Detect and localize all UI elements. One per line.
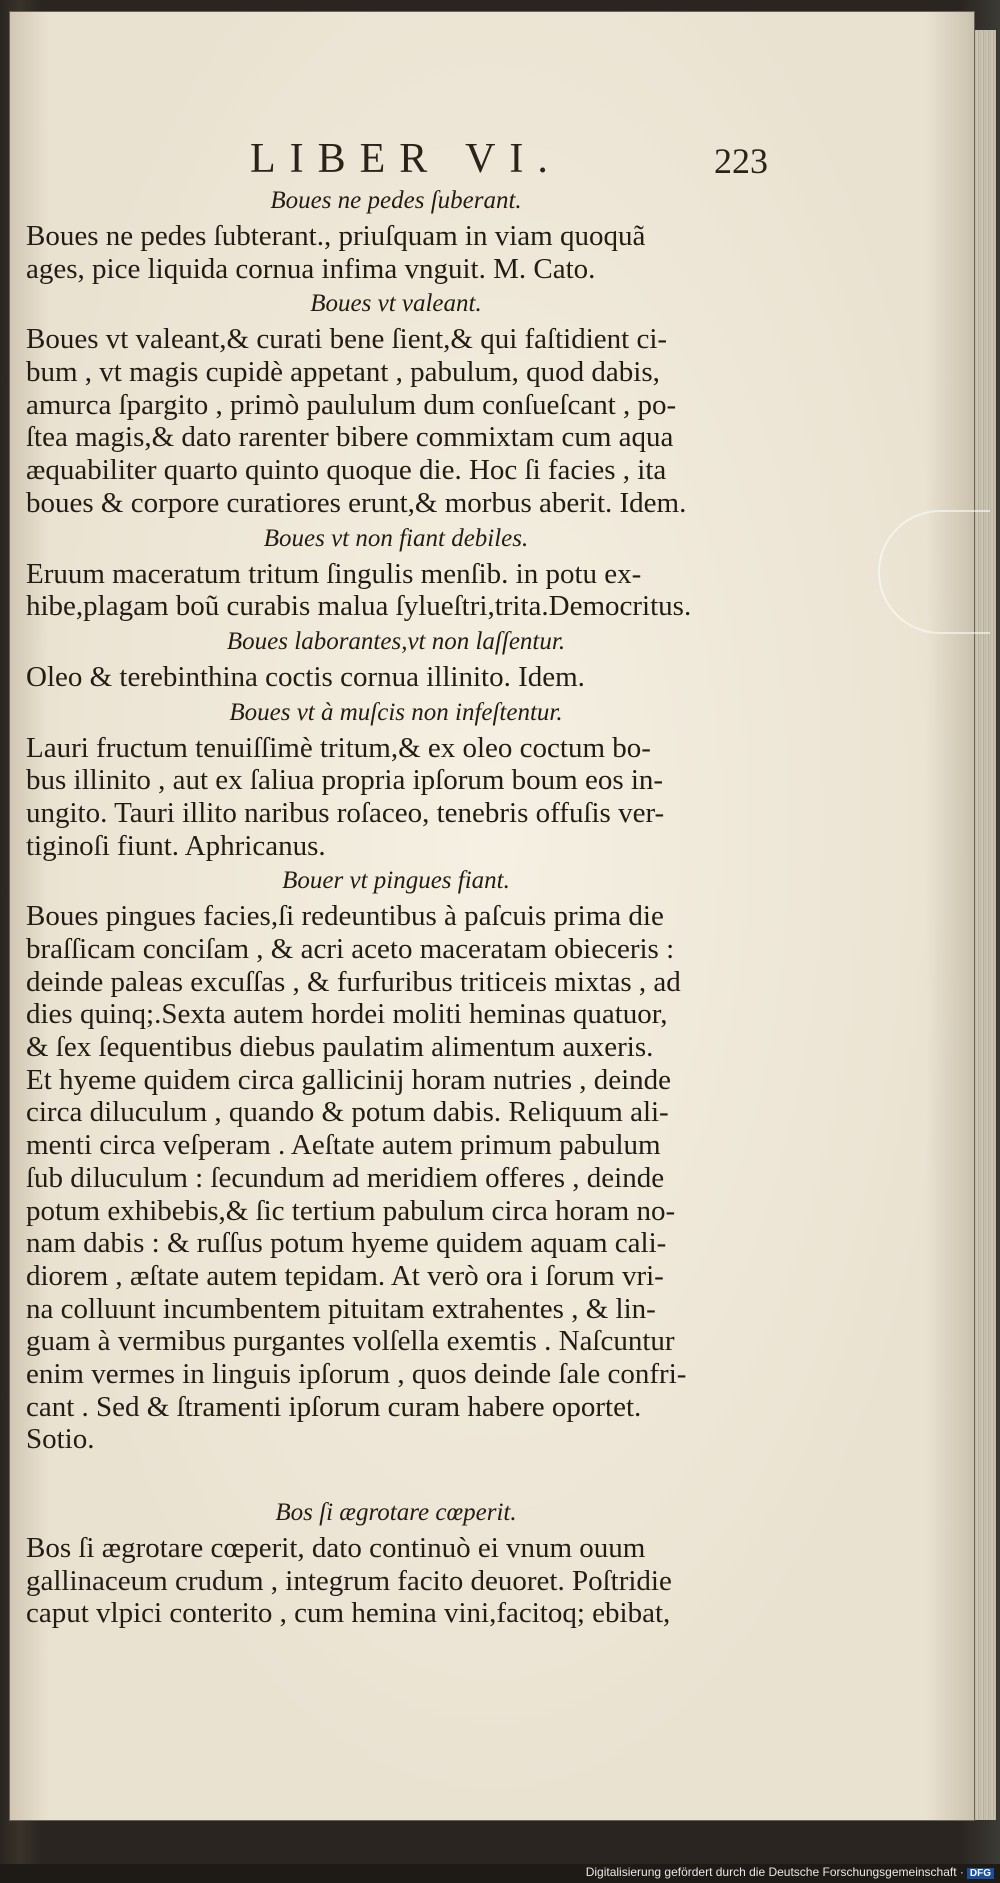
section-heading: Boues laborantes,vt non laſſentur. [226,627,566,655]
text-line: Boues ne pedes ſubterant., priuſquam in viam quoquã [26,220,646,252]
text-line: na colluunt incumbentem pituitam extrahentes , & lin- [26,1292,656,1325]
text-line: bum , vt magis cupidè appetant , pabulum, quod dabis, [26,356,660,389]
section-heading: Boues vt valeant. [310,290,482,318]
text-line: Boues vt valeant,& curati bene ſient,& qui faſtidient ci- [26,323,668,356]
text-line: diorem , æſtate autem tepidam. At verò ora i ſorum vri- [26,1259,664,1292]
section-heading: Boues vt à muſcis non infeſtentur. [229,698,563,726]
page-tab-outline [878,510,990,634]
text-line: bus illinito , aut ex ſaliua propria ipſorum boum eos in- [26,764,664,797]
text-line: braſſicam conciſam , & acri aceto maceratam obieceris : [26,933,675,965]
section [26,623,766,694]
page-number: 223 [714,141,768,181]
running-head: LIBER VI. [250,136,562,182]
text-line: Sotio. [26,1423,95,1456]
book-fore-edge [974,30,996,1820]
section [26,694,766,863]
section-heading: Bos ſi ægrotare cœperit. [275,1499,517,1526]
text-line: Lauri fructum tenuiſſimè tritum,& ex oleo coctum bo- [26,731,651,764]
text-line: caput vlpici conterito , cum hemina vini,facitoq; ebibat, [26,1597,671,1630]
text-line: guam à vermibus purgantes volſella exemtis . Naſcuntur [26,1325,675,1358]
text-line: æquabiliter quarto quinto quoque die. Hoc ſi facies , ita [26,454,667,487]
text-line: potum exhibebis,& ſic tertium pabulum circa horam no- [26,1194,676,1227]
section-heading: Bouer vt pingues fiant. [282,867,510,895]
text-line: amurca ſpargito , primò paululum dum conſueſcant , po- [26,388,677,421]
text-line: ſub diluculum : ſecundum ad meridiem offeres , deinde [26,1161,665,1194]
dfg-logo: DFG [967,1868,994,1879]
text-line: dies quinq;.Sexta autem hordei moliti heminas quatuor, [26,998,668,1031]
digitization-credit [586,1865,994,1879]
section [26,285,766,519]
text-line: cant . Sed & ſtramenti ipſorum curam habere oportet. [26,1390,642,1423]
text-line: circa diluculum , quando & potum dabis. Reliquum ali- [26,1096,669,1129]
text-line: Oleo & terebinthina coctis cornua illinito. Idem. [26,660,585,693]
text-line: Boues pingues facies,ſi redeuntibus à paſcuis prima die [26,900,664,933]
text-line: menti circa veſperam . Aeſtate autem primum pabulum [26,1129,661,1162]
text-line: gallinaceum crudum , integrum facito deuoret. Poſtridie [26,1564,672,1597]
text-line: deinde paleas excuſſas , & furfuribus triticeis mixtas , ad [26,965,681,998]
text-line: Bos ſi ægrotare cœperit, dato continuò ei vnum ouum [26,1532,646,1564]
text-line: Eruum maceratum tritum ſingulis menſib. in potu ex- [26,557,642,590]
section-heading: Boues vt non fiant debiles. [263,524,529,552]
section [26,862,766,1456]
section [26,1494,766,1630]
text-block [26,182,766,1630]
section [26,182,766,285]
text-line: enim vermes in linguis ipſorum , quos deinde ſale confri- [26,1357,687,1390]
section-gap [26,1456,766,1494]
text-line: ungito. Tauri illito naribus roſaceo, tenebris offuſis ver- [26,796,665,829]
text-line: boues & corpore curatiores erunt,& morbus aberit. Idem. [26,486,687,519]
text-line: tiginoſi fiunt. Aphricanus. [26,829,326,862]
section [26,520,766,623]
credit-text: Digitalisierung gefördert durch die Deutsche Forschungsgemeinschaft · [585,1865,964,1879]
text-line: ſtea magis,& dato rarenter bibere commixtam cum aqua [26,421,674,454]
text-line: ages, pice liquida cornua infima vnguit. M. Cato. [26,252,596,285]
text-line: & ſex ſequentibus diebus paulatim alimentum auxeris. [26,1031,654,1064]
text-line: nam dabis : & ruſſus potum hyeme quidem aquam cali- [26,1227,667,1260]
section-heading: Boues ne pedes ſuberant. [270,187,522,214]
text-line: Et hyeme quidem circa gallicinij horam nutries , deinde [26,1063,672,1096]
text-line: hibe,plagam boũ curabis malua ſylueſtri,trita.Democritus. [26,590,692,623]
